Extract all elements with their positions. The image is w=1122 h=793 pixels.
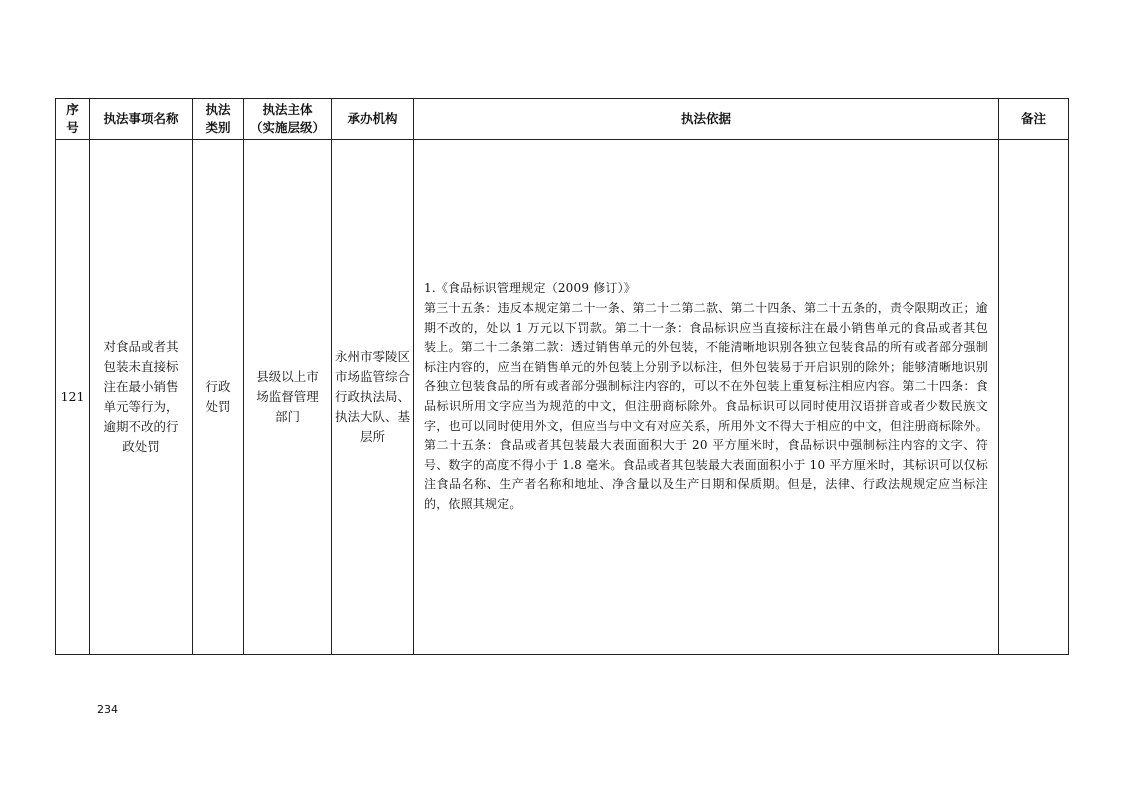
header-subject-line-2: （实施层级） (249, 120, 325, 135)
header-subject-line-1: 执法主体 (262, 102, 313, 117)
cell-remarks (999, 140, 1069, 655)
row-basis-body: 第三十五条：违反本规定第二十一条、第二十二第二款、第二十四条、第二十五条的，责令限期改正；逾期不改的，处以 1 万元以下罚款。第二十一条：食品标识应当直接标注在最小销售单元的食品或者其包装上。第二十二条第二款：透过销售单元的外包装，不能清晰地识别各独立包装食品的所有或者部分强制标注内容的，应当在销售单元的外包装上分别予以标注，但外包装易于开启识别的除外；能够清晰地识别各独立包装食品的所有或者部分强制标注内容的，可以不在外包装上重复标注相应内容。第二十四条：食品标识所用文字应当为规范的中文，但注册商标除外。食品标识可以同时使用汉语拼音或者少数民族文字，也可以同时使用外文，但应当与中文有对应关系，所用外文不得大于相应的中文，但注册商标除外。第二十五条：食品或者其包装最大表面面积大于 20 平方厘米时，食品标识中强制标注内容的文字、符号、数字的高度不得小于 1.8 毫米。食品或者其包装最大表面面积小于 10 平方厘米时，其标识可以仅标注食品名称、生产者名称和地址、净含量以及生产日期和保质期。但是，法律、行政法规规定应当标注的，依照其规定。 (424, 301, 988, 511)
header-remarks: 备注 (999, 99, 1069, 140)
row-agency: 永州市零陵区市场监管综合行政执法局、执法大队、基层所 (335, 349, 411, 444)
header-basis: 执法依据 (414, 99, 999, 140)
table-header-row (56, 99, 1069, 140)
cell-subject (244, 140, 332, 655)
header-category (193, 99, 244, 140)
header-category-line-1: 执法 (205, 102, 231, 117)
row-item-name: 对食品或者其包装未直接标注在最小销售单元等行为，逾期不改的行政处罚 (103, 339, 179, 454)
cell-basis (414, 140, 999, 655)
page-number: 234 (97, 703, 118, 716)
row-subject: 县级以上市场监督管理部门 (256, 369, 319, 424)
header-seq-line-2: 号 (66, 120, 79, 135)
header-seq (56, 99, 90, 140)
table-row (56, 140, 1069, 655)
header-agency: 承办机构 (332, 99, 414, 140)
cell-agency (332, 140, 414, 655)
header-seq-line-1: 序 (66, 102, 79, 117)
header-subject (244, 99, 332, 140)
cell-seq (56, 140, 90, 655)
cell-category (193, 140, 244, 655)
row-seq: 121 (60, 389, 85, 404)
header-item-name: 执法事项名称 (90, 99, 193, 140)
header-category-line-2: 类别 (205, 120, 231, 135)
row-category: 行政处罚 (205, 379, 231, 414)
enforcement-items-table (55, 98, 1069, 655)
row-basis-title: 1.《食品标识管理规定（2009 修订）》 (424, 281, 637, 296)
cell-item-name (90, 140, 193, 655)
